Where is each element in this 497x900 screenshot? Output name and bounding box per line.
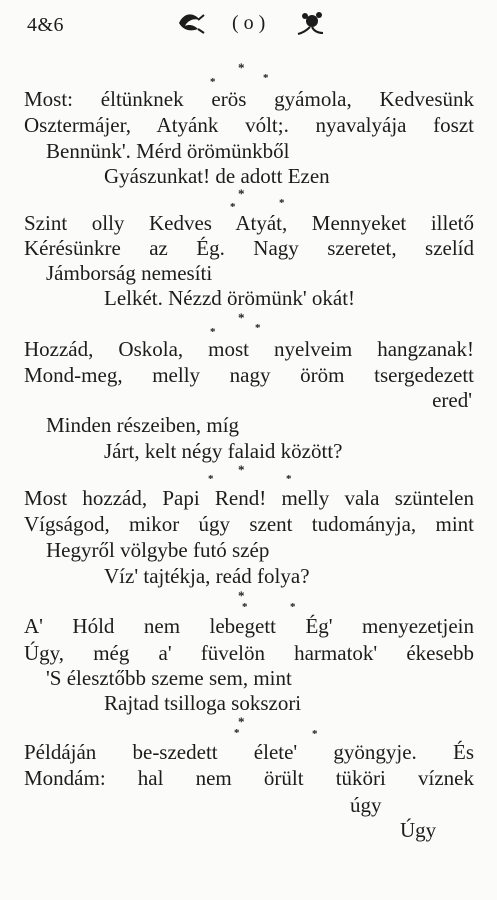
accent-star: * bbox=[242, 601, 248, 613]
verse-line: Jámborság nemesíti bbox=[46, 261, 213, 285]
verse-line: 'S élesztőbb szeme sem, mint bbox=[46, 666, 292, 690]
accent-star: * bbox=[312, 728, 318, 740]
accent-star: * bbox=[234, 727, 240, 739]
ornate-flower-icon bbox=[296, 10, 326, 42]
accent-star: * bbox=[255, 322, 261, 334]
verse-line: Rajtad tsilloga sokszori bbox=[104, 691, 302, 715]
ornate-leaf-icon bbox=[176, 10, 206, 42]
accent-star: * bbox=[279, 197, 285, 209]
verse-line: Úgy, még a' füvelön harmatok' ékesebb bbox=[24, 641, 474, 665]
verse-line-runover: ered' bbox=[432, 388, 472, 412]
accent-star: * bbox=[290, 601, 296, 613]
verse-line: Mond-meg, melly nagy öröm tsergedezett bbox=[24, 363, 474, 387]
stanza-separator: * bbox=[238, 60, 245, 75]
verse-line: Kérésünkre az Ég. Nagy szeretet, szelíd bbox=[24, 236, 474, 260]
stanza-separator: * bbox=[238, 462, 245, 477]
verse-line: A' Hóld nem lebegett Ég' menyezetjein bbox=[24, 614, 474, 638]
accent-star: * bbox=[208, 473, 214, 485]
verse-line: Lelkét. Nézzd örömünk' okát! bbox=[104, 286, 356, 310]
verse-line: Osztermájer, Atyánk vólt;. nyavalyája foszt bbox=[24, 113, 474, 137]
verse-line: Járt, kelt négy falaid között? bbox=[104, 439, 343, 463]
verse-line: Bennünk'. Mérd örömünkből bbox=[46, 139, 290, 163]
accent-star: * bbox=[263, 72, 269, 84]
verse-line: Víz' tajtékja, reád folya? bbox=[104, 564, 310, 588]
center-mark: ( o ) bbox=[232, 12, 266, 34]
accent-star: * bbox=[210, 326, 216, 338]
verse-line: Gyászunkat! de adott Ezen bbox=[104, 164, 330, 188]
accent-star: * bbox=[230, 201, 236, 213]
stanza-separator: * bbox=[238, 310, 245, 325]
page-header bbox=[0, 8, 497, 40]
verse-line: Hegyről völgybe futó szép bbox=[46, 538, 270, 562]
verse-line: Most: éltünknek erös gyámola, Kedvesünk bbox=[24, 87, 474, 111]
stanza-separator: * bbox=[238, 714, 245, 729]
verse-line-runover: úgy bbox=[350, 793, 382, 817]
page-number: 4&6 bbox=[27, 14, 65, 36]
accent-star: * bbox=[210, 76, 216, 88]
catchword: Úgy bbox=[400, 818, 437, 842]
stanza-separator: * bbox=[238, 588, 245, 603]
verse-line: Mondám: hal nem örült tüköri víznek bbox=[24, 766, 474, 790]
accent-star: * bbox=[286, 473, 292, 485]
verse-line: Vígságod, mikor úgy szent tudományja, mint bbox=[24, 512, 474, 536]
verse-line: Hozzád, Oskola, most nyelveim hangzanak! bbox=[24, 337, 474, 361]
verse-line: Most hozzád, Papi Rend! melly vala szüntelen bbox=[24, 486, 474, 510]
stanza-separator: * bbox=[238, 186, 245, 201]
verse-line: Szint olly Kedves Atyát, Mennyeket illető bbox=[24, 211, 474, 235]
verse-line: Minden részeiben, míg bbox=[46, 413, 240, 437]
verse-line: Példáján be-szedett élete' gyöngyje. És bbox=[24, 740, 474, 764]
